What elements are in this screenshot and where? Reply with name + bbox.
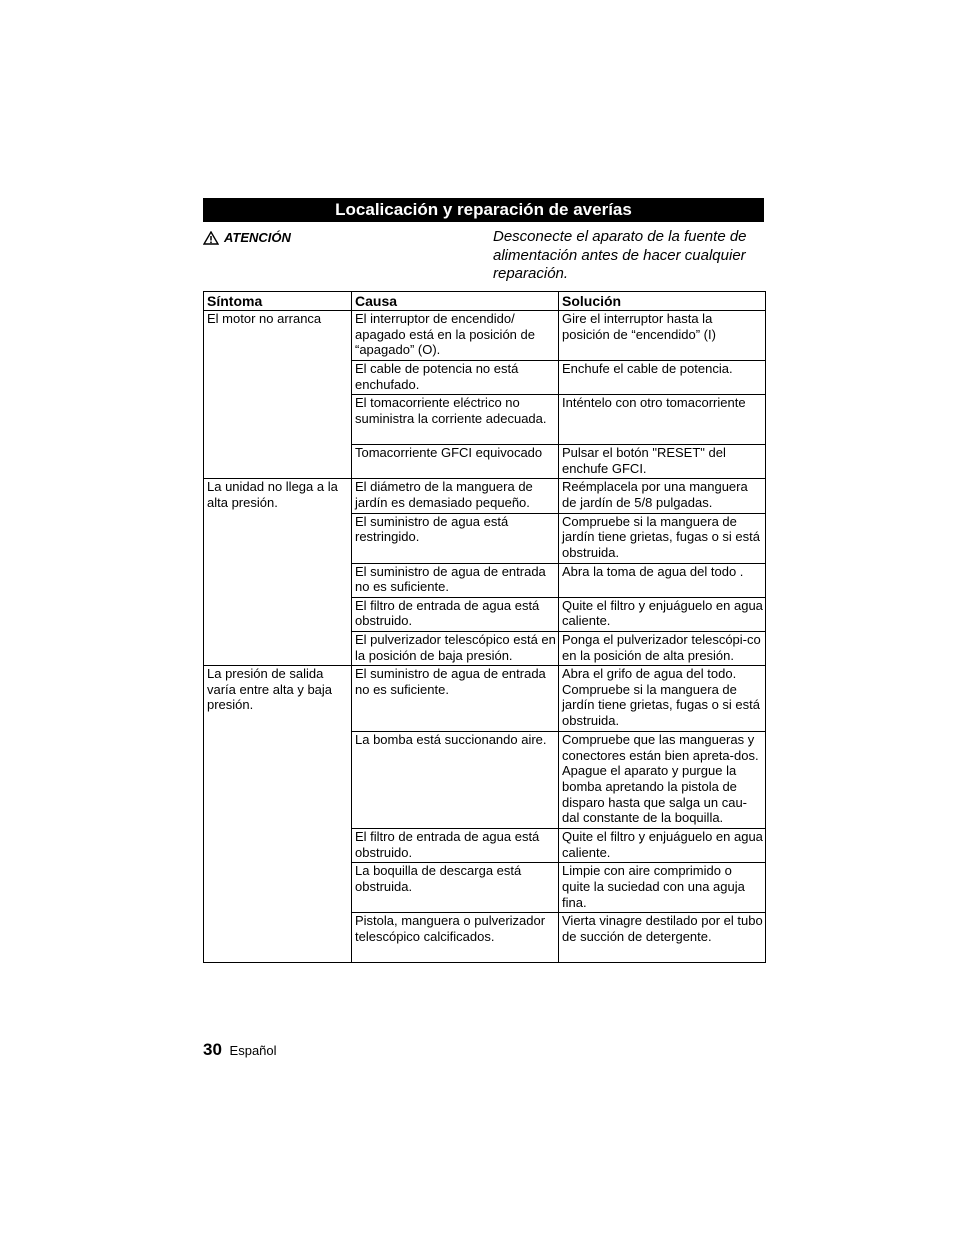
- solution-cell: Compruebe si la manguera de jardín tiene grietas, fugas o si está obstruida.: [559, 513, 766, 563]
- warning-triangle-icon: [203, 231, 219, 245]
- solution-cell: Inténtelo con otro tomacorriente: [559, 395, 766, 445]
- solution-cell: Gire el interruptor hasta la posición de “encendido” (I): [559, 311, 766, 361]
- solution-cell: Limpie con aire comprimido o quite la suciedad con una aguja fina.: [559, 863, 766, 913]
- warning-text: Desconecte el aparato de la fuente de alimentación antes de hacer cualquier reparación.: [493, 228, 747, 282]
- warning-label-text: ATENCIÓN: [224, 230, 291, 245]
- cause-cell: Pistola, manguera o pulverizador telescópico calcificados.: [352, 913, 559, 963]
- cause-cell: La bomba está succionando aire.: [352, 732, 559, 829]
- warning-label: [203, 228, 291, 248]
- symptom-cell: La unidad no llega a la alta presión.: [204, 479, 352, 666]
- cause-cell: El filtro de entrada de agua está obstruido.: [352, 829, 559, 863]
- table-header-row: [204, 292, 766, 311]
- page-footer: [203, 1040, 277, 1060]
- solution-cell: Ponga el pulverizador telescópi-co en la posición de alta presión.: [559, 631, 766, 665]
- cause-cell: El interruptor de encendido/ apagado está en la posición de “apagado” (O).: [352, 311, 559, 361]
- cause-cell: El cable de potencia no está enchufado.: [352, 361, 559, 395]
- solution-cell: Enchufe el cable de potencia.: [559, 361, 766, 395]
- cause-cell: El diámetro de la manguera de jardín es demasiado pequeño.: [352, 479, 559, 513]
- header-cause: Causa: [352, 292, 559, 311]
- solution-cell: Vierta vinagre destilado por el tubo de succión de detergente.: [559, 913, 766, 963]
- solution-cell: Pulsar el botón "RESET" del enchufe GFCI.: [559, 445, 766, 479]
- solution-cell: Quite el filtro y enjuáguelo en agua caliente.: [559, 829, 766, 863]
- table-row: [204, 666, 766, 732]
- solution-cell: Quite el filtro y enjuáguelo en agua caliente.: [559, 597, 766, 631]
- solution-cell: Reémplacela por una manguera de jardín de 5/8 pulgadas.: [559, 479, 766, 513]
- table-row: [204, 479, 766, 513]
- page-number: 30: [203, 1040, 222, 1059]
- header-symptom: Síntoma: [204, 292, 352, 311]
- cause-cell: El suministro de agua de entrada no es suficiente.: [352, 563, 559, 597]
- cause-cell: El filtro de entrada de agua está obstruido.: [352, 597, 559, 631]
- symptom-cell: El motor no arranca: [204, 311, 352, 479]
- cause-cell: El pulverizador telescópico está en la posición de baja presión.: [352, 631, 559, 665]
- cause-cell: El suministro de agua de entrada no es suficiente.: [352, 666, 559, 732]
- cause-cell: Tomacorriente GFCI equivocado: [352, 445, 559, 479]
- footer-language: Español: [229, 1043, 277, 1058]
- section-title: Localicación y reparación de averías: [203, 198, 764, 222]
- cause-cell: El suministro de agua está restringido.: [352, 513, 559, 563]
- solution-cell: Compruebe que las mangueras y conectores están bien apreta-dos. Apague el aparato y purgue la bomba apretando la pistola de disparo hasta que salga un cau-dal constante de la boquilla.: [559, 732, 766, 829]
- symptom-cell: La presión de salida varía entre alta y baja presión.: [204, 666, 352, 963]
- header-solution: Solución: [559, 292, 766, 311]
- cause-cell: El tomacorriente eléctrico no suministra la corriente adecuada.: [352, 395, 559, 445]
- warning-notice: [203, 228, 764, 284]
- table-row: [204, 311, 766, 361]
- troubleshooting-table: [203, 291, 766, 963]
- solution-cell: Abra el grifo de agua del todo. Compruebe si la manguera de jardín tiene grietas, fugas o si está obstruida.: [559, 666, 766, 732]
- cause-cell: La boquilla de descarga está obstruida.: [352, 863, 559, 913]
- solution-cell: Abra la toma de agua del todo .: [559, 563, 766, 597]
